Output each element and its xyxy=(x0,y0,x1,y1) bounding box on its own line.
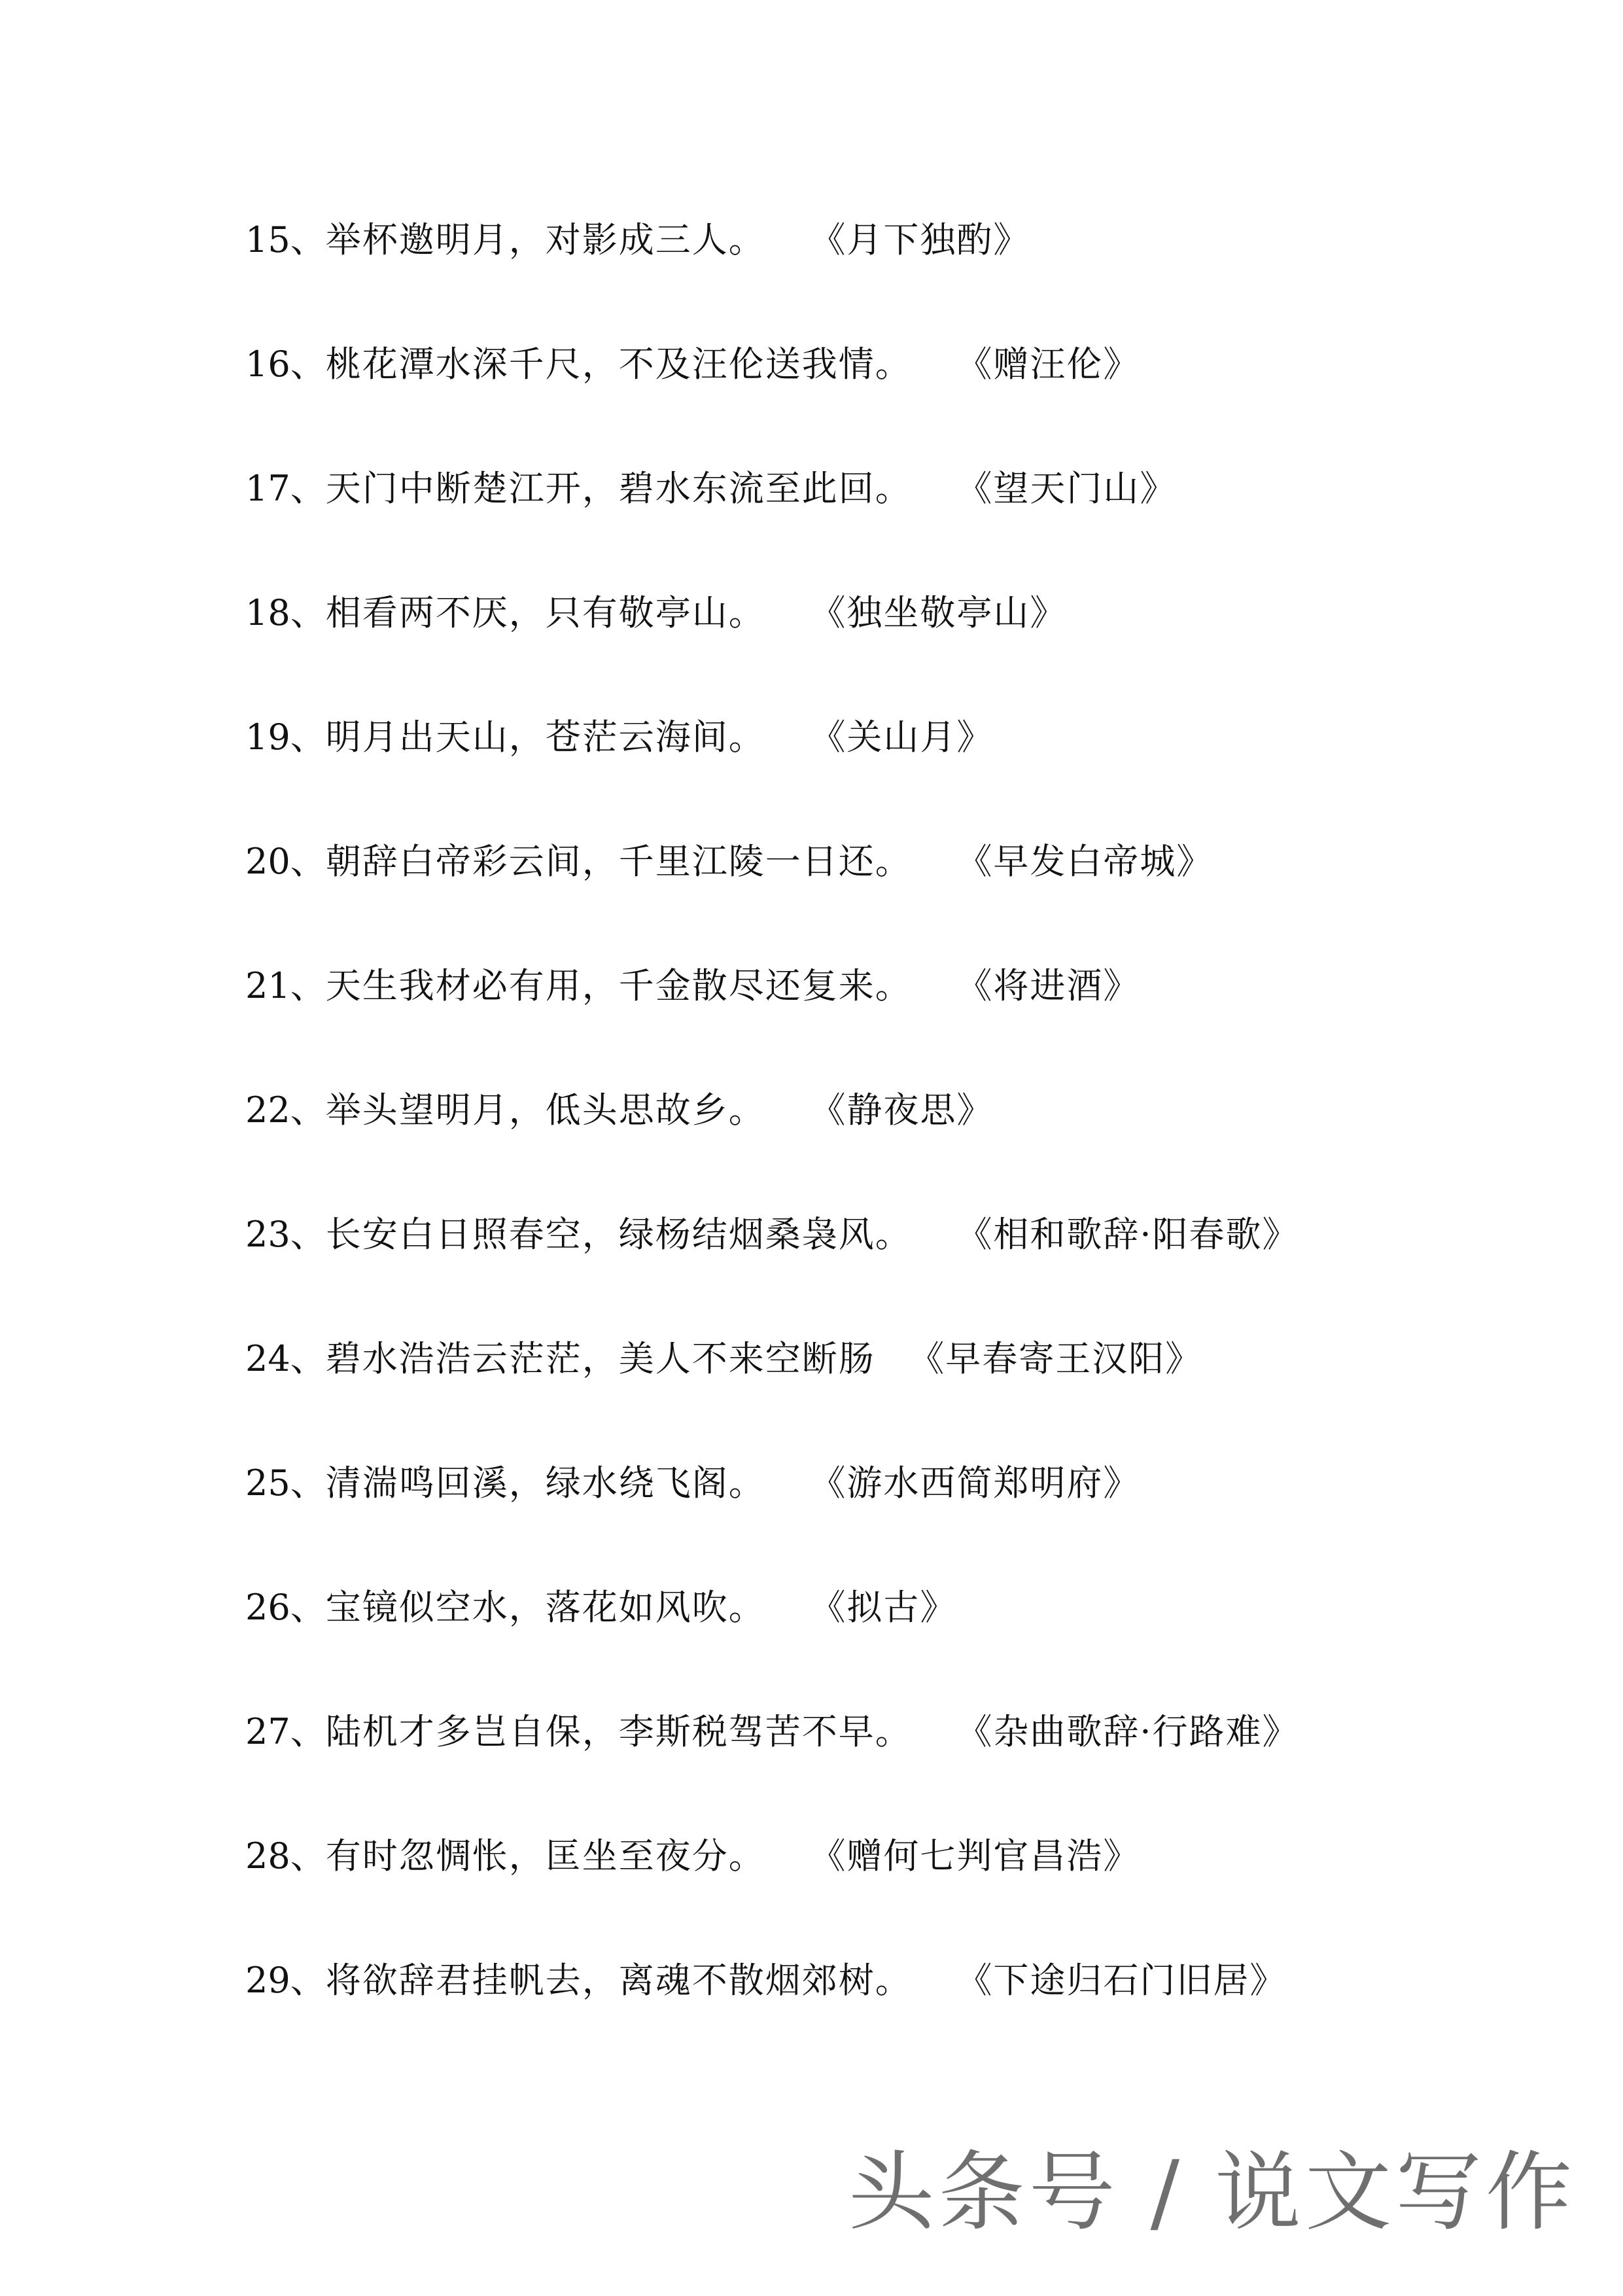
poem-line-29 xyxy=(245,1954,1286,2007)
poem-text: 举杯邀明月，对影成三人。 xyxy=(325,219,765,260)
poem-line-16 xyxy=(245,338,1140,391)
poem-text: 碧水浩浩云茫茫，美人不来空断肠 xyxy=(325,1338,875,1379)
line-number: 19、 xyxy=(245,716,326,758)
poem-line-25 xyxy=(245,1457,1140,1510)
poem-line-21 xyxy=(245,960,1140,1012)
poem-line-17 xyxy=(245,463,1176,515)
spacer xyxy=(765,1835,811,1877)
spacer xyxy=(912,1214,957,1255)
poem-title: 《赠汪伦》 xyxy=(956,344,1140,385)
poem-text: 举头望明月，低头思故乡。 xyxy=(325,1089,765,1131)
poem-line-19 xyxy=(245,711,993,764)
watermark: 头条号 / 说文写作 xyxy=(848,2142,1576,2243)
line-number: 26、 xyxy=(245,1587,326,1628)
line-number: 15、 xyxy=(245,219,326,260)
poem-line-15 xyxy=(245,214,1030,266)
poem-title: 《赠何七判官昌浩》 xyxy=(810,1835,1140,1877)
poem-line-18 xyxy=(245,587,1066,639)
poem-title: 《将进酒》 xyxy=(956,965,1140,1006)
poem-title: 《望天门山》 xyxy=(956,468,1177,509)
line-number: 16、 xyxy=(245,344,326,385)
spacer xyxy=(912,468,957,509)
poem-title: 《杂曲歌辞·行路难》 xyxy=(956,1711,1299,1752)
poem-line-22 xyxy=(245,1084,993,1137)
spacer xyxy=(912,1960,957,2001)
poem-title: 《独坐敬亭山》 xyxy=(810,592,1067,633)
line-number: 24、 xyxy=(245,1338,326,1379)
line-number: 22、 xyxy=(245,1089,326,1131)
poem-text: 明月出天山，苍茫云海间。 xyxy=(325,716,765,758)
poem-line-24 xyxy=(245,1333,1202,1385)
poem-title: 《关山月》 xyxy=(810,716,994,758)
poem-title: 《下途归石门旧居》 xyxy=(956,1960,1287,2001)
poem-line-23 xyxy=(245,1209,1299,1261)
spacer xyxy=(912,965,957,1006)
line-number: 17、 xyxy=(245,468,326,509)
line-number: 18、 xyxy=(245,592,326,633)
line-number: 25、 xyxy=(245,1462,326,1504)
line-number: 21、 xyxy=(245,965,326,1006)
line-number: 27、 xyxy=(245,1711,326,1752)
line-number: 20、 xyxy=(245,841,326,882)
poem-title: 《月下独酌》 xyxy=(810,219,1030,260)
line-number: 28、 xyxy=(245,1835,326,1877)
poem-line-26 xyxy=(245,1581,956,1634)
poem-text: 有时忽惆怅，匡坐至夜分。 xyxy=(325,1835,765,1877)
poem-line-20 xyxy=(245,836,1213,888)
line-number: 29、 xyxy=(245,1960,326,2001)
poem-title: 《静夜思》 xyxy=(810,1089,994,1131)
poem-text: 相看两不厌，只有敬亭山。 xyxy=(325,592,765,633)
spacer xyxy=(765,1462,811,1504)
poem-text: 天生我材必有用，千金散尽还复来。 xyxy=(325,965,912,1006)
poem-title: 《早发白帝城》 xyxy=(956,841,1213,882)
poem-title: 《早春寄王汉阳》 xyxy=(909,1338,1202,1379)
line-number: 23、 xyxy=(245,1214,326,1255)
poem-title: 《相和歌辞·阳春歌》 xyxy=(956,1214,1299,1255)
poem-title: 《游水西简郑明府》 xyxy=(810,1462,1140,1504)
poem-text: 宝镜似空水，落花如风吹。 xyxy=(325,1587,765,1628)
poem-title: 《拟古》 xyxy=(810,1587,957,1628)
spacer xyxy=(912,841,957,882)
spacer xyxy=(765,592,811,633)
spacer xyxy=(765,1089,811,1131)
poem-text: 桃花潭水深千尺，不及汪伦送我情。 xyxy=(325,344,912,385)
poem-text: 天门中断楚江开，碧水东流至此回。 xyxy=(325,468,912,509)
spacer xyxy=(765,1587,811,1628)
poem-text: 将欲辞君挂帆去，离魂不散烟郊树。 xyxy=(325,1960,912,2001)
poem-text: 朝辞白帝彩云间，千里江陵一日还。 xyxy=(325,841,912,882)
spacer xyxy=(912,1711,957,1752)
poem-line-28 xyxy=(245,1830,1140,1882)
spacer xyxy=(912,344,957,385)
poem-text: 清湍鸣回溪，绿水绕飞阁。 xyxy=(325,1462,765,1504)
spacer xyxy=(765,716,811,758)
spacer xyxy=(875,1338,909,1379)
poem-text: 长安白日照春空，绿杨结烟桑袅风。 xyxy=(325,1214,912,1255)
spacer xyxy=(765,219,811,260)
poem-text: 陆机才多岂自保，李斯税驾苦不早。 xyxy=(325,1711,912,1752)
poem-line-27 xyxy=(245,1706,1299,1758)
